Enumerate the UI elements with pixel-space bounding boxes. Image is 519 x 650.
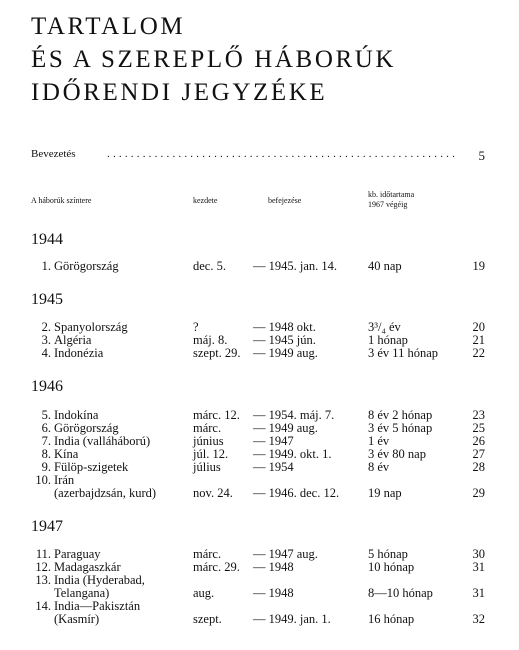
country: Irán [54,473,75,487]
start-date: márc. [193,547,222,561]
row-number: 13. [35,573,51,587]
start-date: márc. 29. [193,560,240,574]
row-number: 1. [41,259,51,273]
start-date: szept. [193,612,222,626]
duration: 3³/₄ év [368,320,401,334]
page-number: 31 [472,586,485,600]
duration: 16 hónap [368,612,415,626]
year-heading: 1946 [31,378,63,395]
duration: 10 hónap [368,560,415,574]
intro-entry[interactable] [31,148,487,164]
end-date: — 1948 [253,586,294,600]
end-date: — 1954. máj. 7. [253,408,335,422]
country: Paraguay [54,547,101,561]
page-number: 27 [472,447,485,461]
row-number: 7. [41,434,51,448]
country: Kína [54,447,79,461]
table-row [0,487,519,500]
country: Fülöp-szigetek [54,460,129,474]
country: Spanyolország [54,320,128,334]
end-date: — 1947 aug. [253,547,318,561]
start-date: máj. 8. [193,333,228,347]
start-date: júl. 12. [193,447,229,461]
title-line-1: TARTALOM [31,13,186,40]
duration: 5 hónap [368,547,408,561]
start-date: nov. 24. [193,486,233,500]
duration: 1 hónap [368,333,408,347]
country: Algéria [54,333,92,347]
page-number: 25 [472,421,485,435]
year-heading: 1945 [31,291,63,308]
start-date: ? [193,320,199,334]
duration: 8 év 2 hónap [368,408,433,422]
header-duration [368,190,414,210]
start-date: dec. 5. [193,259,226,273]
start-date: márc. [193,421,222,435]
end-date: — 1948 okt. [253,320,316,334]
end-date: — 1949 aug. [253,346,318,360]
start-date: július [193,460,221,474]
row-number: 11. [35,547,51,561]
year-heading: 1947 [31,518,63,535]
page-number: 29 [472,486,485,500]
end-date: — 1949. jan. 1. [253,612,331,626]
title-line-3: IDŐRENDI JEGYZÉKE [31,79,328,106]
country: (azerbajdzsán, kurd) [54,486,157,500]
page-number: 30 [472,547,485,561]
start-date: szept. 29. [193,346,241,360]
page-number: 22 [472,346,485,360]
row-number: 9. [41,460,51,474]
page-number: 32 [472,612,485,626]
row-number: 4. [41,346,51,360]
page-number: 19 [472,259,485,273]
page-title [31,10,396,109]
row-number: 5. [41,408,51,422]
end-date: — 1945 jún. [253,333,316,347]
row-number: 2. [41,320,51,334]
header-countries: A háborúk színtere [31,196,92,205]
duration: 19 nap [368,486,402,500]
row-number: 6. [41,421,51,435]
country: India (Hyderabad, [54,573,145,587]
country: Görögország [54,259,119,273]
table-row [0,347,519,360]
row-number: 8. [41,447,51,461]
country: Indonézia [54,346,104,360]
year-heading: 1944 [31,231,63,248]
row-number: 12. [35,560,51,574]
start-date: márc. 12. [193,408,240,422]
duration: 3 év 5 hónap [368,421,433,435]
country: India (valláháború) [54,434,151,448]
end-date: — 1947 [253,434,294,448]
country: Madagaszkár [54,560,121,574]
header-duration-line-1: kb. időtartama [368,190,415,199]
country: (Kasmír) [54,612,100,626]
page-number: 26 [472,434,485,448]
duration: 3 év 11 hónap [368,346,439,360]
page-number: 21 [472,333,485,347]
page-number: 20 [472,320,485,334]
country: Telangana) [54,586,110,600]
table-row [0,260,519,273]
end-date: — 1954 [253,460,294,474]
header-duration-line-2: 1967 végéig [368,200,408,209]
end-date: — 1949 aug. [253,421,318,435]
table-row [0,461,519,474]
intro-page-number: 5 [478,148,485,163]
row-number: 10. [35,473,51,487]
table-row [0,613,519,626]
header-end: befejezése [268,196,302,205]
end-date: — 1949. okt. 1. [253,447,332,461]
duration: 8 év [368,460,390,474]
duration: 1 év [368,434,390,448]
start-date: június [193,434,224,448]
header-start: kezdete [193,196,218,205]
country: Indokína [54,408,99,422]
end-date: — 1945. jan. 14. [253,259,338,273]
start-date: aug. [193,586,215,600]
title-line-2: ÉS A SZEREPLŐ HÁBORÚK [31,46,397,73]
page-number: 31 [472,560,485,574]
duration: 40 nap [368,259,402,273]
row-number: 14. [35,599,51,613]
page-number: 23 [472,408,485,422]
duration: 8—10 hónap [368,586,433,600]
intro-label: Bevezetés [31,148,79,160]
end-date: — 1948 [253,560,294,574]
page-number: 28 [472,460,485,474]
end-date: — 1946. dec. 12. [253,486,340,500]
country: India—Pakisztán [54,599,141,613]
country: Görögország [54,421,119,435]
row-number: 3. [41,333,51,347]
leader-dots: ........................................................... [107,148,459,160]
duration: 3 év 80 nap [368,447,426,461]
